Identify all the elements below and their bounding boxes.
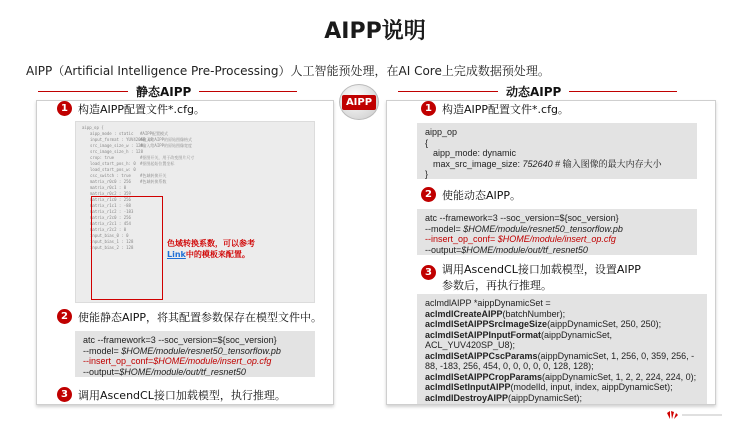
code-line: aipp_mode: dynamic xyxy=(433,148,517,158)
static-aipp-panel xyxy=(36,100,334,405)
config-key: input_bias_2 : 128 xyxy=(90,245,134,250)
code-path: $HOME/module/resnet50_tensorflow.pb xyxy=(463,223,623,234)
config-key: src_image_size_w : 128 xyxy=(90,143,143,148)
code-line: aclmdlAIPP *aippDynamicSet = xyxy=(425,298,551,308)
config-comment: #输入给AIPP的原始图像格式 xyxy=(140,137,193,142)
config-key: matrix_r1c2 : -183 xyxy=(90,209,134,214)
code-path: $HOME/module/insert_op.cfg xyxy=(497,234,616,244)
code-line xyxy=(425,351,699,362)
dynamic-step-1 xyxy=(421,101,569,117)
csc-note-text: 色域转换系数，可以参考 xyxy=(167,239,255,248)
step-text: 构造AIPP配置文件*.cfg。 xyxy=(442,103,569,116)
step-number-badge: 1 xyxy=(421,101,436,116)
code-value: 752640 xyxy=(522,158,553,169)
config-comment: #抠图起始位置坐标 xyxy=(140,161,175,166)
code-key: max_src_image_size: xyxy=(433,158,523,169)
config-comment: #输入给AIPP的原始图像宽度 xyxy=(140,143,193,148)
config-key: input_format : YUV420SP_U8 xyxy=(90,137,153,142)
config-key: matrix_r1c0 : 256 xyxy=(90,197,131,202)
config-key: aipp_op { xyxy=(82,125,104,130)
code-path: $HOME/module/out/tf_resnet50 xyxy=(461,244,588,255)
code-line xyxy=(425,382,699,393)
code-line: } xyxy=(425,169,429,179)
code-line xyxy=(425,319,699,330)
code-comment: # 输入图像的最大内存大小 xyxy=(552,158,662,169)
heading-rule-left xyxy=(38,91,128,92)
static-heading-label: 静态AIPP xyxy=(136,84,192,99)
code-line xyxy=(425,372,699,383)
step-text-line: 调用AscendCL接口加载模型，设置AIPP xyxy=(442,263,641,276)
code-line: aipp_op xyxy=(425,127,458,137)
csc-note-text-end: 中的模板来配置。 xyxy=(185,250,250,259)
dynamic-step-2 xyxy=(421,187,521,203)
code-line xyxy=(425,330,699,341)
config-comment: #AIPP配置模式 xyxy=(140,131,169,136)
code-path: $HOME/module/out/tf_resnet50 xyxy=(119,366,246,377)
step-text: 调用AscendCL接口加载模型，执行推理。 xyxy=(78,389,286,402)
code-line: atc --framework=3 --soc_version=${soc_version} xyxy=(83,335,277,345)
static-section-heading xyxy=(38,84,297,98)
config-key: aipp_mode : static xyxy=(90,131,134,136)
api-args: (aippDynamicSet, 250, 250); xyxy=(547,319,662,329)
step-text xyxy=(442,261,641,293)
code-line xyxy=(83,346,307,357)
csc-coefficients-highlight xyxy=(91,196,163,300)
code-line: ACL_YUV420SP_U8); xyxy=(425,340,516,350)
api-args: (aippDynamicSet); xyxy=(508,392,583,403)
dynamic-ascendcl-api-code xyxy=(417,294,707,405)
config-comment: #抠图开关，用于改变图片尺寸 xyxy=(140,155,195,160)
step-text-line: 参数后，再执行推理。 xyxy=(442,279,552,292)
api-args: (aippDynamicSet, 1, 256, 0, 359, 256, - xyxy=(537,350,695,361)
config-key: matrix_r0c0 : 256 xyxy=(90,179,131,184)
dynamic-atc-command xyxy=(417,209,697,255)
code-path: $HOME/module/resnet50_tensorflow.pb xyxy=(121,345,281,356)
code-line-highlight xyxy=(83,356,307,367)
code-line: { xyxy=(425,137,429,148)
step-number-badge: 1 xyxy=(57,101,72,116)
config-key: matrix_r1c1 : -88 xyxy=(90,203,131,208)
api-args: (aippDynamicSet, xyxy=(541,329,613,340)
api-args: (aippDynamicSet, 1, 2, 2, 224, 224, 0); xyxy=(542,371,697,382)
config-key: matrix_r2c1 : 454 xyxy=(90,221,131,226)
dynamic-section-heading xyxy=(398,84,677,98)
api-name: aclmdlSetAIPPCropParams xyxy=(425,371,543,382)
config-key: matrix_r2c2 : 0 xyxy=(90,227,127,232)
code-line xyxy=(83,367,307,378)
api-name: aclmdlSetAIPPInputFormat xyxy=(425,329,542,340)
api-args: (batchNumber); xyxy=(502,308,566,319)
config-comment: #色域转换开关 xyxy=(140,173,167,178)
code-line xyxy=(425,224,689,235)
code-opt: --output= xyxy=(83,366,120,377)
code-opt: --model= xyxy=(83,345,122,356)
code-line xyxy=(425,159,689,170)
code-opt: --model= xyxy=(425,223,464,234)
code-line: 88, -183, 256, 454, 0, 0, 0, 0, 0, 128, 128); xyxy=(425,361,594,371)
dynamic-config-file xyxy=(417,123,697,179)
api-name: aclmdlSetAIPPSrcImageSize xyxy=(425,319,548,329)
config-key: matrix_r0c2 : 359 xyxy=(90,191,131,196)
step-number-badge: 2 xyxy=(421,187,436,202)
code-line-highlight xyxy=(425,234,689,245)
brand-logo-icon xyxy=(666,410,726,420)
csc-template-link[interactable]: Link xyxy=(167,250,186,259)
config-key: load_start_pos_w: 0 xyxy=(90,167,136,172)
code-line xyxy=(425,393,699,404)
config-key: load_start_pos_h: 0 xyxy=(90,161,136,166)
badge-label: AIPP xyxy=(342,95,376,110)
code-line xyxy=(425,245,689,256)
intro-text: AIPP（Artificial Intelligence Pre-Processing）人工智能预处理，在AI Core上完成数据预处理。 xyxy=(26,64,550,78)
code-opt: --insert_op_conf= xyxy=(83,356,154,366)
api-name: aclmdlDestroyAIPP xyxy=(425,392,509,403)
api-name: aclmdlCreateAIPP xyxy=(425,308,503,319)
config-key: input_bias_0 : 0 xyxy=(90,233,129,238)
code-line xyxy=(425,309,699,320)
step-text: 使能动态AIPP。 xyxy=(442,189,522,202)
heading-rule-right xyxy=(569,91,677,92)
dynamic-step-3 xyxy=(421,261,641,293)
code-opt: --insert_op_conf= xyxy=(425,234,498,244)
config-key: crop: true xyxy=(90,155,115,160)
step-number-badge: 3 xyxy=(421,265,436,280)
api-args: (modelId, input, index, aippDynamicSet); xyxy=(510,382,673,392)
step-text: 构造AIPP配置文件*.cfg。 xyxy=(78,103,205,116)
dynamic-aipp-panel xyxy=(386,100,716,405)
page-title: AIPP说明 xyxy=(324,19,426,44)
heading-rule-right xyxy=(199,91,297,92)
api-name: aclmdlSetAIPPCscParams xyxy=(425,350,538,361)
code-line: atc --framework=3 --soc_version=${soc_version} xyxy=(425,213,619,223)
heading-rule-left xyxy=(398,91,498,92)
step-number-badge: 2 xyxy=(57,309,72,324)
config-comment: #色域转换系数 xyxy=(140,179,167,184)
aipp-badge xyxy=(339,84,379,120)
api-name: aclmdlSetInputAIPP xyxy=(425,382,511,392)
static-atc-command xyxy=(75,331,315,377)
step-text: 使能静态AIPP，将其配置参数保存在模型文件中。 xyxy=(78,311,323,324)
config-key: input_bias_1 : 128 xyxy=(90,239,134,244)
static-step-2 xyxy=(57,309,322,325)
config-key: csc_switch : true xyxy=(90,173,131,178)
code-opt: --output= xyxy=(425,244,462,255)
step-number-badge: 3 xyxy=(57,387,72,402)
config-key: matrix_r2c0 : 256 xyxy=(90,215,131,220)
config-key: src_image_size_h : 128 xyxy=(90,149,143,154)
dynamic-heading-label: 动态AIPP xyxy=(506,84,562,99)
static-step-1 xyxy=(57,101,205,117)
code-path: $HOME/module/insert_op.cfg xyxy=(153,356,272,366)
static-step-3 xyxy=(57,387,286,403)
csc-note xyxy=(167,238,267,260)
config-key: matrix_r0c1 : 0 xyxy=(90,185,127,190)
